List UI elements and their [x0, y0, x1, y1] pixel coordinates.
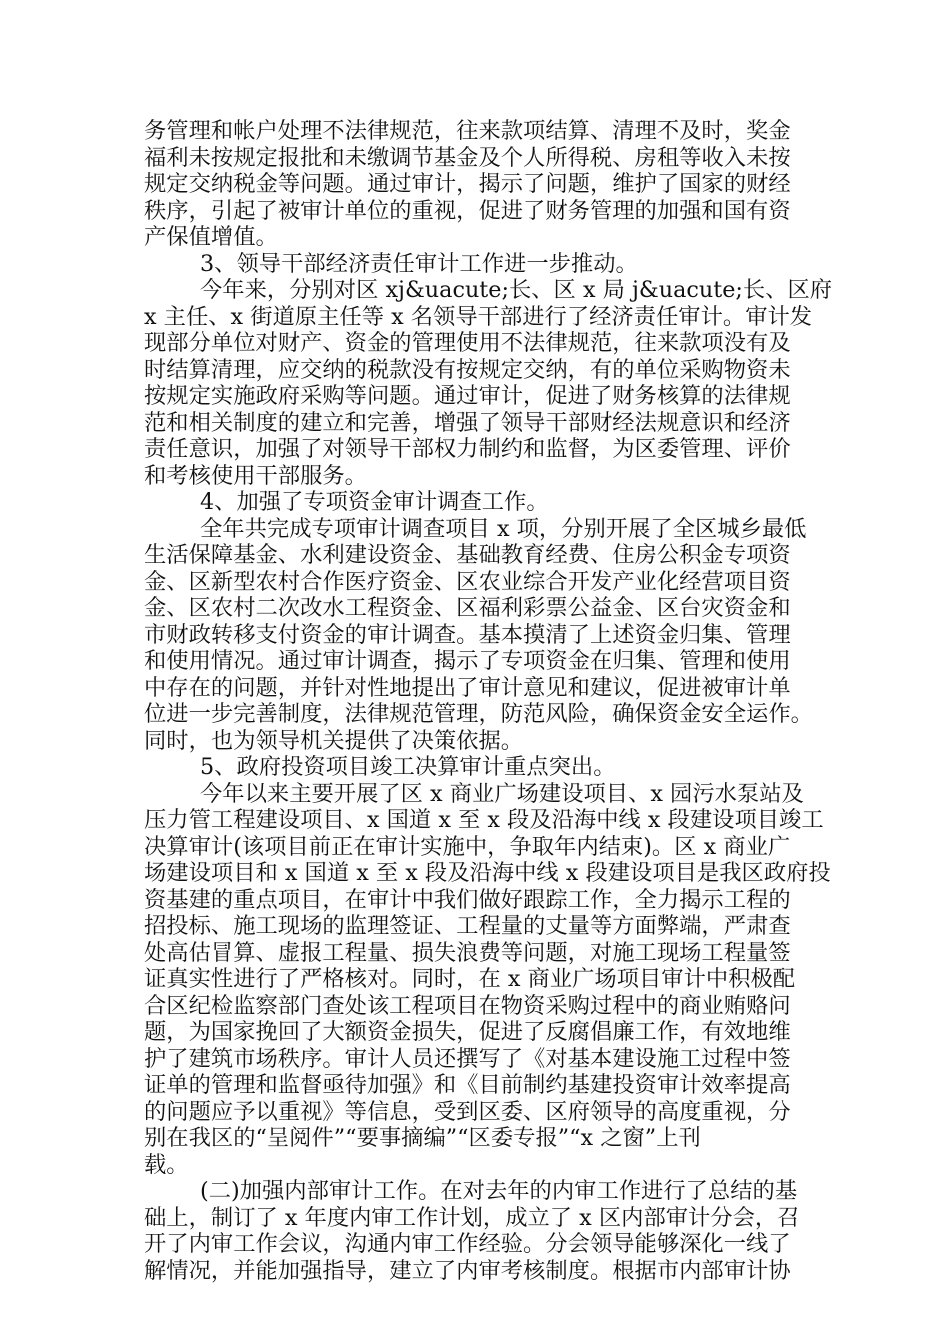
text-line: 规定交纳税金等问题。通过审计，揭示了问题，维护了国家的财经 [144, 171, 791, 197]
text-line: 的问题应予以重视》等信息，受到区委、区府领导的高度重视，分 [144, 1098, 791, 1125]
text-line: 生活保障基金、水利建设资金、基础教育经费、住房公积金专项资 [144, 542, 791, 568]
text-line: 秩序，引起了被审计单位的重视，促进了财务管理的加强和国有资 [144, 197, 791, 224]
text-line: 市财政转移支付资金的审计调查。基本摸清了上述资金归集、管理 [144, 621, 791, 648]
text-line: 全年共完成专项审计调查项目 x 项，分别开展了全区城乡最低 [200, 515, 807, 542]
text-line: 位进一步完善制度，法律规范管理，防范风险，确保资金安全运作。 [144, 701, 813, 727]
text-line: 务管理和帐户处理不法律规范，往来款项结算、清理不及时，奖金 [144, 118, 791, 144]
text-line: 证真实性进行了严格核对。同时，在 x 商业广场项目审计中积极配 [144, 966, 796, 992]
text-line: 时结算清理，应交纳的税款没有按规定交纳，有的单位采购物资未 [144, 356, 791, 383]
text-line: x 主任、x 街道原主任等 x 名领导干部进行了经济责任审计。审计发 [144, 303, 813, 330]
text-line: 中存在的问题，并针对性地提出了审计意见和建议，促进被审计单 [144, 674, 791, 701]
text-line: 4、加强了专项资金审计调查工作。 [200, 489, 549, 515]
text-line: 招投标、施工现场的监理签证、工程量的丈量等方面弊端，严肃查 [144, 913, 791, 939]
text-line: 护了建筑市场秩序。审计人员还撰写了《对基本建设施工过程中签 [144, 1045, 791, 1072]
text-line: 3、领导干部经济责任审计工作进一步推动。 [200, 250, 638, 277]
text-line: 按规定实施政府采购等问题。通过审计，促进了财务核算的法律规 [144, 383, 791, 409]
text-line: 场建设项目和 x 国道 x 至 x 段及沿海中线 x 段建设项目是我区政府投 [144, 860, 831, 886]
text-line: 同时，也为领导机关提供了决策依据。 [144, 727, 524, 754]
text-line: 范和相关制度的建立和完善，增强了领导干部财经法规意识和经济 [144, 409, 791, 436]
text-line: 今年来，分别对区 xj&uacute;长、区 x 局 j&uacute;长、区府 [200, 277, 833, 303]
text-line: 解情况，并能加强指导，建立了内审考核制度。根据市内部审计协 [144, 1257, 791, 1284]
text-line: 决算审计(该项目前正在审计实施中，争取年内结束)。区 x 商业广 [144, 833, 791, 860]
document-body [144, 118, 833, 1284]
text-line: 础上，制订了 x 年度内审工作计划，成立了 x 区内部审计分会，召 [144, 1204, 800, 1231]
text-line: 合区纪检监察部门查处该工程项目在物资采购过程中的商业贿赂问 [144, 992, 791, 1019]
text-line: 别在我区的“呈阅件”“要事摘编”“区委专报”“x 之窗”上刊 [144, 1125, 701, 1151]
text-line: 和使用情况。通过审计调查，揭示了专项资金在归集、管理和使用 [144, 648, 791, 674]
text-line: 和考核使用干部服务。 [144, 462, 367, 489]
text-line: 5、政府投资项目竣工决算审计重点突出。 [200, 754, 616, 780]
text-line: 今年以来主要开展了区 x 商业广场建设项目、x 园污水泵站及 [200, 780, 804, 807]
text-line: 题，为国家挽回了大额资金损失，促进了反腐倡廉工作，有效地维 [144, 1019, 791, 1045]
text-line: 责任意识，加强了对领导干部权力制约和监督，为区委管理、评价 [144, 436, 791, 462]
text-line: 载。 [144, 1151, 189, 1178]
text-line: 资基建的重点项目，在审计中我们做好跟踪工作，全力揭示工程的 [144, 886, 791, 913]
text-line: 产保值增值。 [144, 224, 278, 250]
text-line: 证单的管理和监督亟待加强》和《目前制约基建投资审计效率提高 [144, 1072, 791, 1098]
text-line: 金、区农村二次改水工程资金、区福利彩票公益金、区台灾资金和 [144, 595, 791, 621]
text-line: 处高估冒算、虚报工程量、损失浪费等问题，对施工现场工程量签 [144, 939, 791, 966]
text-line: 金、区新型农村合作医疗资金、区农业综合开发产业化经营项目资 [144, 568, 791, 595]
text-line: 压力管工程建设项目、x 国道 x 至 x 段及沿海中线 x 段建设项目竣工 [144, 807, 824, 833]
text-line: 福利未按规定报批和未缴调节基金及个人所得税、房租等收入未按 [144, 144, 791, 171]
text-line: 现部分单位对财产、资金的管理使用不法律规范，往来款项没有及 [144, 330, 791, 356]
text-line: 开了内审工作会议，沟通内审工作经验。分会领导能够深化一线了 [144, 1231, 791, 1257]
text-line: (二)加强内部审计工作。在对去年的内审工作进行了总结的基 [200, 1178, 798, 1204]
